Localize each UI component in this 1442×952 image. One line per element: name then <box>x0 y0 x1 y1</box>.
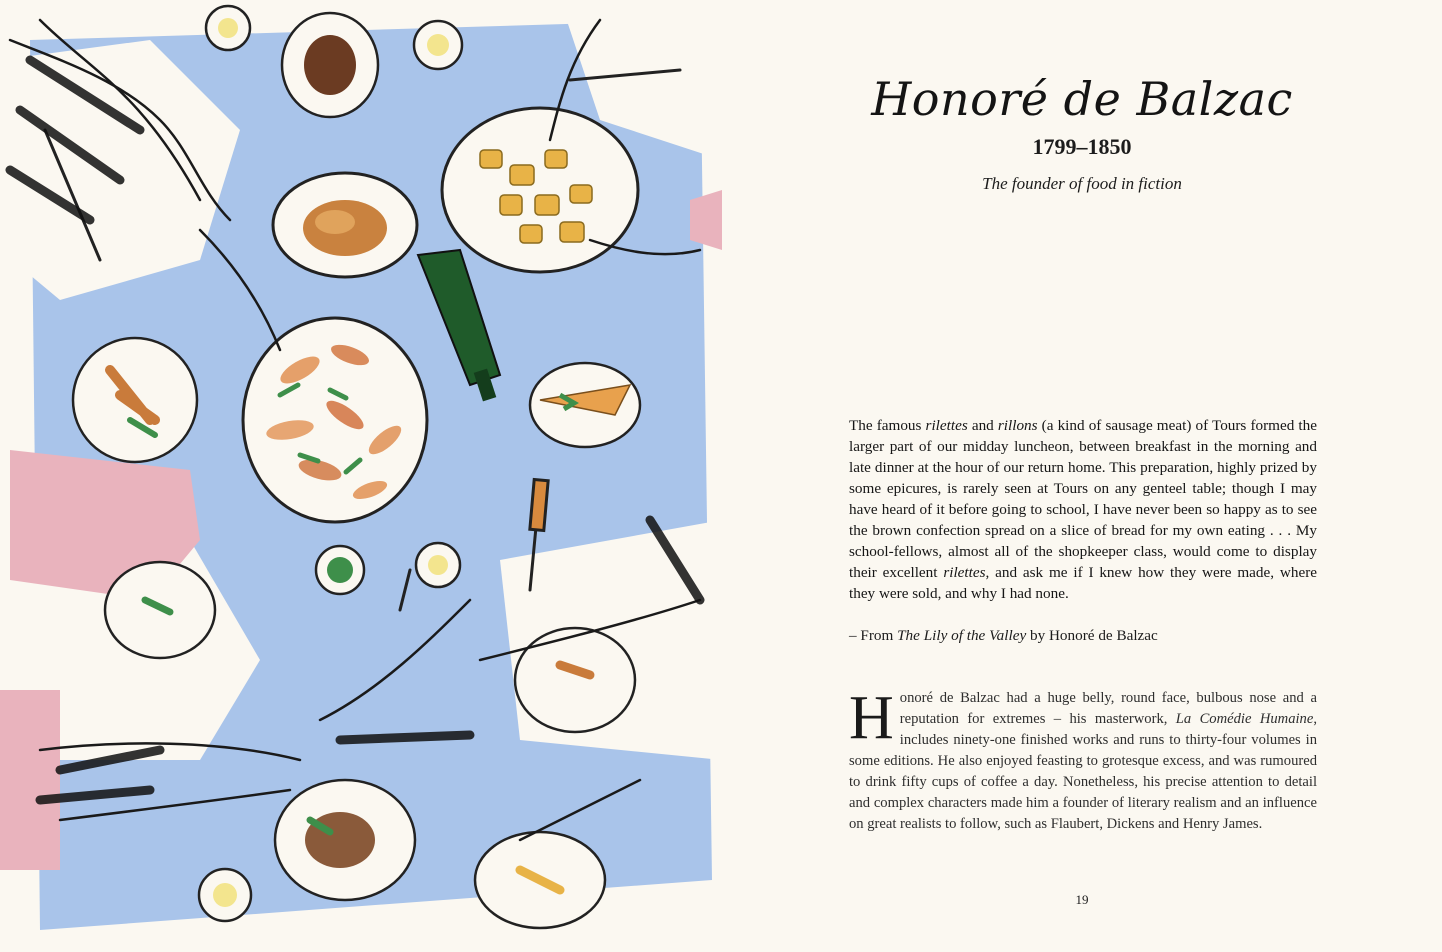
page-number: 19 <box>1075 892 1089 907</box>
pink-sleeve-bottom <box>0 690 60 870</box>
quote-attribution: – From The Lily of the Valley by Honoré de Balzac <box>849 627 1158 644</box>
lower-right-plate <box>515 628 635 732</box>
text-page <box>722 0 1442 952</box>
drop-cap: H <box>849 684 894 752</box>
biography-paragraph: Honoré de Balzac had a huge belly, round face, bulbous nose and a reputation for extremes – his masterwork, La Comédie Humaine, includes ninety-one finished works and runs to thirty-four volumes in some editions. He also enjoyed feasting to grotesque excess, and was rumoured to drink fifty cups of coffee a day. Nonetheless, his precise attention to detail and complex characters made him a founder of literary realism and an influence on great realists to follow, such as Flaubert, Dickens and Henry James. <box>849 684 1317 832</box>
page-subtitle: The founder of food in fiction <box>982 174 1182 193</box>
potatoes-plate <box>442 108 638 272</box>
page-title: Honoré de Balzac <box>871 72 1293 126</box>
excerpt-quote: The famous rilettes and rillons (a kind of sausage meat) of Tours formed the larger part of our midday luncheon, between breakfast in the morning and late dinner at the hour of our return home. This preparation, highly prized by some epicures, is rarely seen at Tours on any genteel table; though I may have heard of it before going to school, I have never been so happy as to see the brown confection spread on a slice of bread for my own eating . . . My school-fellows, almost all of the shopkeeper class, would come to display their excellent rilettes, and ask me if I knew how they were made, where they were sold, and why I had none. <box>849 417 1317 602</box>
pink-cuff-right <box>690 190 722 250</box>
life-dates: 1799–1850 <box>1032 134 1132 159</box>
